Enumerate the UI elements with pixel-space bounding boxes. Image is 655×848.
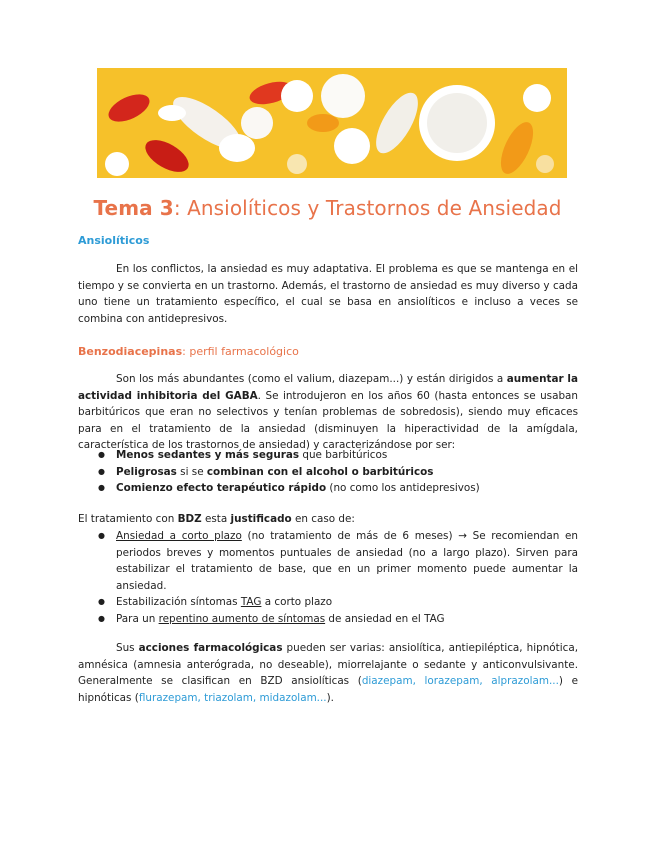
p3-a: Sus <box>116 642 139 654</box>
bdz-characteristics-list <box>78 447 578 497</box>
bdz-paragraph-3 <box>78 640 578 706</box>
i3-a: Para un <box>116 612 159 625</box>
bdz-paragraph-1 <box>78 371 578 454</box>
bdz-indications-list <box>78 528 578 627</box>
b1-rest: que barbitúricos <box>299 449 388 461</box>
list-item <box>78 594 578 611</box>
list-item <box>78 480 578 497</box>
p3-b: acciones farmacológicas <box>138 642 283 654</box>
i2-rest: a corto plazo <box>261 596 333 608</box>
heading-rest: : perfil farmacológico <box>182 345 299 358</box>
list-item <box>78 611 578 628</box>
list-item <box>78 447 578 464</box>
p3-g: ). <box>326 691 334 704</box>
b2-bold: Peligrosas <box>116 465 177 478</box>
p2-d: justificado <box>230 513 292 525</box>
heading-bold: Benzodiacepinas <box>78 345 183 358</box>
section-heading-benzodiacepinas <box>78 345 299 358</box>
list-item <box>78 464 578 481</box>
p3-e: ) e hipnóticas ( <box>78 675 578 704</box>
p3-c: pueden ser varias: ansiolítica, antiepiléptica, hipnótica, amnésica (amnesia anterógrada, no deseable), miorrelajante o sedante y anticonvulsivante. Generalmente se clasifican en BZD ansiolíticas ( <box>78 642 578 687</box>
bdz-paragraph-2 <box>78 511 578 528</box>
i2-a: Estabilización síntomas <box>116 596 241 608</box>
i1-rest: (no tratamiento de más de 6 meses) → Se recomiendan en periodos breves y momentos puntuales de ansiedad (no a largo plazo). Sirven para estabilizar el tratamiento de base, que en un primer momento puede aumentar la ansiedad. <box>116 530 578 592</box>
list-item <box>78 528 578 594</box>
p3-f: flurazepam, triazolam, midazolam... <box>138 691 327 704</box>
b2-mid: si se <box>176 465 207 478</box>
p1-c: . Se introdujeron en los años 60 (hasta entonces se usaban barbitúricos que eran no selectivos y tenían problemas de sobredosis), siendo muy eficaces para en el tratamiento de la ansiedad (disminuyen la hiperactividad de la amígdala, característica de los trastornos de ansiedad) y caracterizándose por ser: <box>78 389 579 451</box>
pills-banner-image <box>97 68 567 178</box>
b1-bold: Menos sedantes y más seguras <box>116 449 300 461</box>
p2-e: en caso de: <box>291 513 355 525</box>
b2-bold2: combinan con el alcohol o barbitúricos <box>206 465 434 478</box>
title-strong: Tema 3 <box>93 196 174 220</box>
p2-a: El tratamiento con <box>78 513 178 525</box>
intro-text: En los conflictos, la ansiedad es muy adaptativa. El problema es que se mantenga en el tiempo y se convierta en un trastorno. Además, el trastorno de ansiedad es muy diverso y cada uno tiene un tratamiento específico, el cual se basa en ansiolíticos e incluso a veces se combina con antidepresivos. <box>78 263 578 325</box>
intro-paragraph <box>78 261 578 327</box>
p2-b: BDZ <box>177 513 202 525</box>
i3-rest: de ansiedad en el TAG <box>325 612 445 625</box>
b3-rest: (no como los antidepresivos) <box>326 482 480 494</box>
p1-a: Son los más abundantes (como el valium, diazepam...) y están dirigidos a <box>116 373 507 385</box>
title-rest: : Ansiolíticos y Trastornos de Ansiedad <box>173 196 562 220</box>
section-heading-ansioliticos: Ansiolíticos <box>78 234 150 247</box>
i1-u: Ansiedad a corto plazo <box>116 530 242 542</box>
p3-d: diazepam, lorazepam, alprazolam... <box>361 675 559 687</box>
p1-b: aumentar la actividad inhibitoria del GABA <box>78 373 578 402</box>
page-title <box>0 196 655 220</box>
b3-bold: Comienzo efecto terapéutico rápido <box>116 482 327 494</box>
p2-c: esta <box>201 513 231 525</box>
i2-u: TAG <box>240 596 262 608</box>
i3-u: repentino aumento de síntomas <box>158 612 326 625</box>
